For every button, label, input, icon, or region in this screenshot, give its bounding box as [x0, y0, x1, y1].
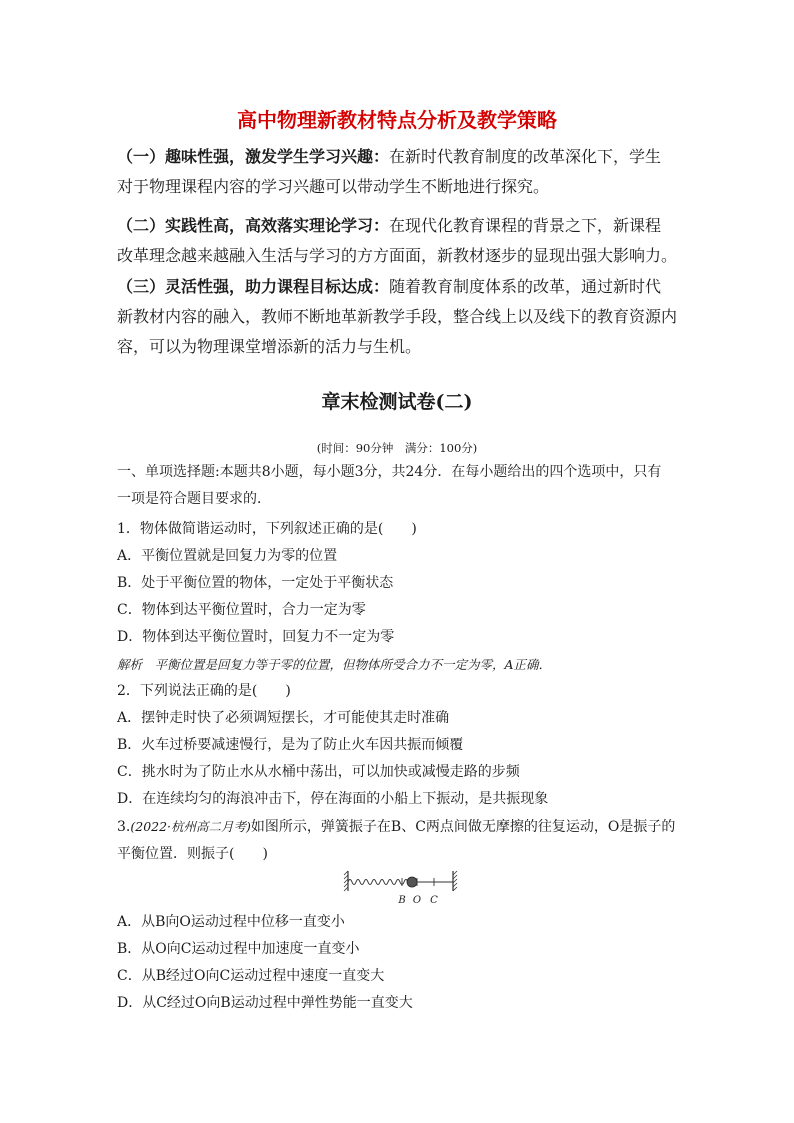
q2-option-c: C．挑水时为了防止水从水桶中荡出，可以加快或减慢走路的步频 [117, 764, 520, 780]
q3-option-a: A．从B向O运动过程中位移一直变小 [117, 914, 345, 930]
intro-paragraph-1 [117, 142, 677, 202]
q3-stem-line-1: 如图所示，弹簧振子在B、C两点间做无摩擦的往复运动，O是振子的 [250, 819, 676, 835]
question-2 [117, 678, 679, 813]
figure-label-o: O [412, 895, 422, 906]
section-instructions [117, 459, 679, 513]
section-line-1: 一、单项选择题:本题共8小题，每小题3分，共24分．在每小题给出的四个选项中，只有 [117, 464, 662, 480]
q1-option-a: A．平衡位置就是回复力为零的位置 [117, 548, 338, 564]
q3-source: (2022·杭州高二月考) [130, 819, 251, 834]
q1-option-b: B．处于平衡位置的物体，一定处于平衡状态 [117, 575, 394, 591]
exam-meta: (时间：90分钟 满分：100分) [316, 441, 478, 455]
question-3 [117, 813, 679, 868]
q3-stem-line-2: 平衡位置．则振子( ) [117, 846, 268, 862]
q2-stem: 2．下列说法正确的是( ) [117, 683, 291, 699]
intro-text-2: 在现代化教育课程的背景之下，新课程改革理念越来越融入生活与学习的方方面面，新教材逐步的显现出强大影响力。 [117, 216, 678, 265]
q2-option-d: D．在连续均匀的海浪冲击下，停在海面的小船上下振动，是共振现象 [117, 791, 549, 807]
page-title: 高中物理新教材特点分析及教学策略 [237, 108, 557, 132]
q1-option-c: C．物体到达平衡位置时，合力一定为零 [117, 602, 366, 618]
question-1 [117, 516, 679, 678]
q1-analysis: 解析 平衡位置是回复力等于零的位置，但物体所受合力不一定为零，A正确． [117, 657, 552, 672]
spring-oscillator-figure [343, 867, 458, 909]
section-line-2: 一项是符合题目要求的． [117, 491, 271, 507]
intro-lead-2: （二）实践性高，高效落实理论学习： [117, 216, 390, 235]
intro-text-3: 随着教育制度体系的改革，通过新时代新教材内容的融入，教师不断地革新教学手段，整合线上以及线下的教育资源内容，可以为物理课堂增添新的活力与生机。 [117, 277, 678, 356]
intro-lead-3: （三）灵活性强，助力课程目标达成： [117, 277, 390, 296]
q3-option-d: D．从C经过O向B运动过程中弹性势能一直变大 [117, 995, 413, 1011]
q2-option-b: B．火车过桥要减速慢行，是为了防止火车因共振而倾覆 [117, 737, 464, 753]
figure-label-c: C [430, 895, 438, 906]
q3-number: 3. [117, 819, 131, 835]
q3-option-c: C．从B经过O向C运动过程中速度一直变大 [117, 968, 385, 984]
figure-label-b: B [398, 895, 406, 906]
intro-text-1: 在新时代教育制度的改革深化下，学生对于物理课程内容的学习兴趣可以带动学生不断地进行探究。 [117, 147, 662, 196]
intro-paragraph-3 [117, 272, 677, 362]
intro-lead-1: （一）趣味性强，激发学生学习兴趣： [117, 147, 390, 166]
q3-options [117, 909, 679, 1017]
q3-option-b: B．从O向C运动过程中加速度一直变小 [117, 941, 360, 957]
q1-option-d: D．物体到达平衡位置时，回复力不一定为零 [117, 629, 395, 645]
q2-option-a: A．摆钟走时快了必须调短摆长，才可能使其走时准确 [117, 710, 450, 726]
intro-paragraph-2 [117, 211, 677, 271]
q1-stem: 1．物体做简谐运动时，下列叙述正确的是( ) [117, 521, 417, 537]
exam-title: 章末检测试卷(二) [321, 391, 473, 413]
